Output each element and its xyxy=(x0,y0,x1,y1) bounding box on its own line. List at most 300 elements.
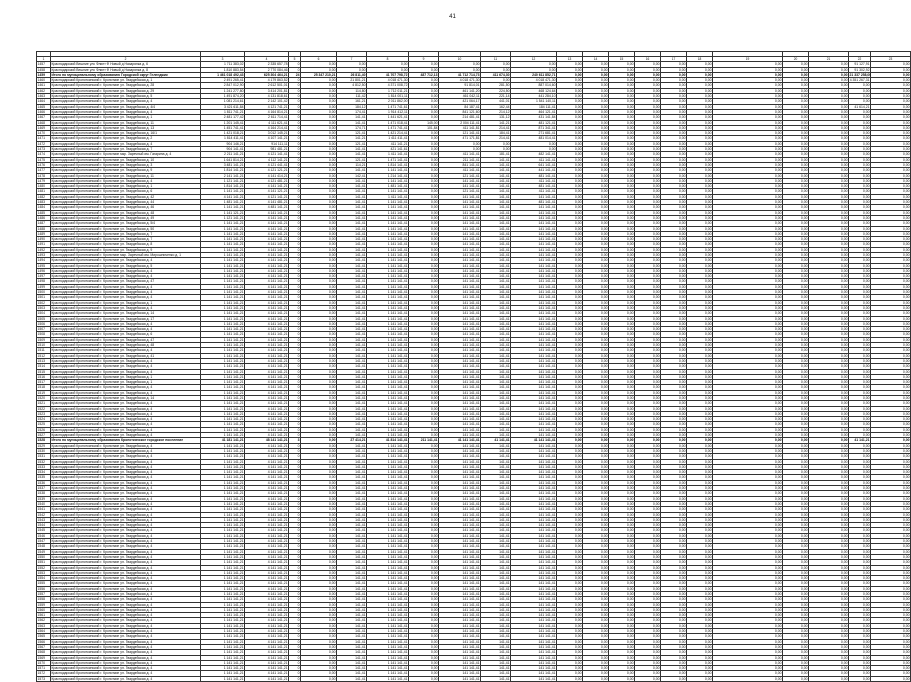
value-cell: 0,00 xyxy=(583,189,609,194)
value-cell: 0,00 xyxy=(635,311,661,316)
column-number-cell: 13 xyxy=(557,57,583,62)
value-cell: 0,00 xyxy=(409,343,439,348)
value-cell: 0,00 xyxy=(809,602,849,607)
value-cell: 0,00 xyxy=(849,565,871,570)
value-cell: 141,41 xyxy=(337,274,367,279)
row-index-cell: 1504 xyxy=(37,311,51,316)
value-cell: 0,00 xyxy=(687,464,713,469)
value-cell: 141,41 xyxy=(481,369,511,374)
value-cell: 0,00 xyxy=(687,417,713,422)
value-cell: 4 141 141,21 xyxy=(245,427,289,432)
value-cell: 1 121 141,21 xyxy=(201,215,245,220)
value-cell: 0,00 xyxy=(849,305,871,310)
value-cell: 1 141 141,41 xyxy=(367,242,409,247)
value-cell: 0,00 xyxy=(661,178,687,183)
value-cell: 0,00 xyxy=(809,147,849,152)
address-cell: Краснодарский Кропоткинский г. Кропоткин ул. Гвардейская д. 4 xyxy=(51,464,201,469)
value-cell: 0,00 xyxy=(635,644,661,649)
row-index-cell: 1567 xyxy=(37,644,51,649)
row-index-cell: 1534 xyxy=(37,470,51,475)
value-cell: 0,00 xyxy=(871,221,911,226)
value-cell: 0,00 xyxy=(301,448,337,453)
value-cell: 27 414,21 xyxy=(337,438,367,443)
value-cell: 0,00 xyxy=(609,390,635,395)
value-cell: 0,00 xyxy=(635,676,661,681)
value-cell: 0,00 xyxy=(687,88,713,93)
value-cell: 0,00 xyxy=(809,433,849,438)
value-cell: 141,41 xyxy=(337,332,367,337)
value-cell: 0,00 xyxy=(557,374,583,379)
value-cell: 1 451 741,41 xyxy=(201,125,245,130)
value-cell: 421 064,17 xyxy=(439,99,481,104)
address-cell: Краснодарский Кропоткинский г. Кропоткин ул. Гвардейская д. 4 xyxy=(51,576,201,581)
value-cell: 0,00 xyxy=(783,279,809,284)
value-cell: 0,00 xyxy=(583,358,609,363)
value-cell: 141 141,41 xyxy=(439,353,481,358)
value-cell: 1 141 141,21 xyxy=(201,417,245,422)
value-cell: 0,00 xyxy=(713,380,783,385)
value-cell: 0,00 xyxy=(557,613,583,618)
value-cell: 0,00 xyxy=(557,194,583,199)
value-cell: 1 141 141,21 xyxy=(201,268,245,273)
value-cell: 0,00 xyxy=(635,131,661,136)
value-cell: 0,00 xyxy=(713,528,783,533)
value-cell: 0,00 xyxy=(557,268,583,273)
value-cell: 4 141 141,21 xyxy=(245,591,289,596)
value-cell: 0,00 xyxy=(849,533,871,538)
row-index-cell: 1546 xyxy=(37,533,51,538)
value-cell: 0,00 xyxy=(609,644,635,649)
value-cell: 0,00 xyxy=(849,343,871,348)
row-index-cell: 1565 xyxy=(37,634,51,639)
value-cell: 4 121 121,21 xyxy=(245,168,289,173)
value-cell: 0,00 xyxy=(871,258,911,263)
address-cell: Краснодарский Кропоткинский г. Кропоткин ул. Гвардейская д. 9 xyxy=(51,247,201,252)
value-cell: 0,00 xyxy=(661,459,687,464)
value-cell: 0 xyxy=(289,364,301,369)
value-cell: 141 141,41 xyxy=(439,237,481,242)
value-cell: 141 141,41 xyxy=(439,629,481,634)
value-cell: 0,00 xyxy=(635,576,661,581)
value-cell: 141 141,41 xyxy=(439,178,481,183)
value-cell: 141,41 xyxy=(481,448,511,453)
value-cell: 0,00 xyxy=(871,491,911,496)
address-cell: Краснодарский Кропоткинский г. Кропоткин ул. Гвардейская д. 4 xyxy=(51,295,201,300)
value-cell: 0,00 xyxy=(661,215,687,220)
value-cell: 0 xyxy=(289,136,301,141)
row-index-cell: 1520 xyxy=(37,396,51,401)
value-cell: 141 141,41 xyxy=(511,512,557,517)
value-cell: 141 141,41 xyxy=(511,268,557,273)
value-cell: 0,00 xyxy=(871,396,911,401)
column-number-cell: 3 xyxy=(201,57,245,62)
value-cell: 0,00 xyxy=(713,576,783,581)
value-cell: 0,00 xyxy=(849,210,871,215)
value-cell: 141,41 xyxy=(337,417,367,422)
value-cell: 1 141 141,41 xyxy=(367,268,409,273)
value-cell: 141 141,41 xyxy=(511,337,557,342)
value-cell: 0,00 xyxy=(661,411,687,416)
value-cell: 0,00 xyxy=(687,274,713,279)
value-cell: 0,00 xyxy=(809,369,849,374)
value-cell: 0,00 xyxy=(609,427,635,432)
value-cell: 141,41 xyxy=(337,337,367,342)
value-cell: 0,00 xyxy=(557,517,583,522)
value-cell: 0,00 xyxy=(557,480,583,485)
value-cell: 0,00 xyxy=(583,507,609,512)
value-cell: 0,00 xyxy=(557,554,583,559)
value-cell: 0,00 xyxy=(635,464,661,469)
value-cell: 471 171,81 xyxy=(439,136,481,141)
value-cell: 0,00 xyxy=(809,650,849,655)
address-cell: Краснодарский Кропоткинский г. Кропоткин ул. Гвардейская д. 48 xyxy=(51,343,201,348)
value-cell: 0,00 xyxy=(661,613,687,618)
value-cell: 1 121 141,21 xyxy=(201,178,245,183)
value-cell: 141,41 xyxy=(337,258,367,263)
value-cell: 0,00 xyxy=(409,115,439,120)
value-cell: 1 141 141,41 xyxy=(367,602,409,607)
value-cell: 0,00 xyxy=(809,597,849,602)
value-cell: 0,00 xyxy=(809,396,849,401)
value-cell: 141,41 xyxy=(337,353,367,358)
value-cell: 0,00 xyxy=(301,321,337,326)
row-index-cell: 1492 xyxy=(37,247,51,252)
value-cell: 0,00 xyxy=(409,544,439,549)
value-cell: 0,00 xyxy=(557,655,583,660)
value-cell: 3 xyxy=(289,438,301,443)
value-cell: 0,00 xyxy=(301,459,337,464)
value-cell: 141,41 xyxy=(481,268,511,273)
value-cell: 0,00 xyxy=(871,284,911,289)
column-number-cell: 22 xyxy=(849,57,871,62)
value-cell: 1 141 141,21 xyxy=(201,205,245,210)
value-cell: 141 141,41 xyxy=(439,623,481,628)
value-cell: 0,00 xyxy=(583,88,609,93)
value-cell: 4 141 141,21 xyxy=(245,252,289,257)
value-cell: 0,00 xyxy=(849,470,871,475)
value-cell: 141,41 xyxy=(481,200,511,205)
value-cell: 0 xyxy=(289,523,301,528)
value-cell: 0,00 xyxy=(661,221,687,226)
value-cell: 0,00 xyxy=(809,327,849,332)
row-index-cell: 1485 xyxy=(37,210,51,215)
value-cell: 0,00 xyxy=(583,438,609,443)
value-cell: 0,00 xyxy=(809,586,849,591)
value-cell: 0,00 xyxy=(409,597,439,602)
value-cell: 0 xyxy=(289,539,301,544)
row-index-cell: 1539 xyxy=(37,496,51,501)
value-cell: 0,00 xyxy=(661,480,687,485)
value-cell: 0,00 xyxy=(661,99,687,104)
value-cell: 0,00 xyxy=(713,189,783,194)
row-index-cell: 1530 xyxy=(37,448,51,453)
value-cell: 141 141,41 xyxy=(511,597,557,602)
value-cell: 0,00 xyxy=(635,210,661,215)
address-cell: Краснодарский Кропоткинский г. Кропоткин ул. Гвардейская д. 44 xyxy=(51,200,201,205)
value-cell: 141,41 xyxy=(481,184,511,189)
value-cell: 0,00 xyxy=(635,618,661,623)
value-cell: 0 xyxy=(289,581,301,586)
column-number-cell: 20 xyxy=(783,57,809,62)
value-cell: 0,00 xyxy=(871,242,911,247)
value-cell: 481 121,41 xyxy=(511,120,557,125)
value-cell: 0,00 xyxy=(635,655,661,660)
value-cell: 1 141 141,41 xyxy=(367,210,409,215)
value-cell: 0,00 xyxy=(409,99,439,104)
value-cell: 141,41 xyxy=(481,586,511,591)
value-cell: 0,00 xyxy=(871,274,911,279)
value-cell: 0,00 xyxy=(301,676,337,681)
value-cell: 0,00 xyxy=(635,491,661,496)
value-cell: 0 xyxy=(289,226,301,231)
value-cell: 0,00 xyxy=(409,586,439,591)
value-cell: 0,00 xyxy=(557,644,583,649)
value-cell: 0,00 xyxy=(783,210,809,215)
value-cell: 25 347 210,21 xyxy=(301,72,337,77)
value-cell: 1 141 141,21 xyxy=(201,311,245,316)
value-cell: 0,00 xyxy=(871,178,911,183)
value-cell: 141,41 xyxy=(337,327,367,332)
value-cell: 0,00 xyxy=(871,470,911,475)
value-cell: 1 141 141,41 xyxy=(367,565,409,570)
value-cell: 0,00 xyxy=(687,666,713,671)
row-index-cell: 1488 xyxy=(37,226,51,231)
value-cell: 0,00 xyxy=(557,189,583,194)
value-cell: 0,00 xyxy=(713,464,783,469)
value-cell: 0,00 xyxy=(713,94,783,99)
value-cell: 4 121 141,41 xyxy=(245,152,289,157)
value-cell: 0,00 xyxy=(661,660,687,665)
value-cell: 4 179 863,52 xyxy=(245,78,289,83)
address-cell: Краснодарский Кропоткинский г. Кропоткин ул. Гвардейская д. 4 xyxy=(51,523,201,528)
value-cell: 0,00 xyxy=(557,634,583,639)
value-cell: 0,00 xyxy=(849,94,871,99)
value-cell: 0,00 xyxy=(809,109,849,114)
value-cell: 1 081 214,61 xyxy=(201,99,245,104)
value-cell: 141 141,41 xyxy=(439,290,481,295)
value-cell: 0,00 xyxy=(871,591,911,596)
value-cell: 221,14 xyxy=(481,94,511,99)
value-cell: 141,41 xyxy=(337,660,367,665)
value-cell: 141,41 xyxy=(481,634,511,639)
value-cell: 0 xyxy=(289,629,301,634)
value-cell: 904 146,21 xyxy=(201,141,245,146)
value-cell: 0,00 xyxy=(583,560,609,565)
value-cell: 0,00 xyxy=(409,459,439,464)
value-cell: 0,00 xyxy=(809,486,849,491)
row-index-cell: 1545 xyxy=(37,528,51,533)
column-number-cell: 21 xyxy=(809,57,849,62)
value-cell: 0,00 xyxy=(301,427,337,432)
value-cell: 0,00 xyxy=(713,104,783,109)
value-cell: 0,00 xyxy=(871,438,911,443)
value-cell: 0,00 xyxy=(713,210,783,215)
value-cell: 4 141 141,21 xyxy=(245,554,289,559)
value-cell: 141,41 xyxy=(481,422,511,427)
column-number-cell: 12 xyxy=(511,57,557,62)
value-cell: 141,41 xyxy=(481,475,511,480)
value-cell: 0,00 xyxy=(609,237,635,242)
row-index-cell: 1517 xyxy=(37,380,51,385)
value-cell: 0 xyxy=(289,247,301,252)
value-cell: 0,00 xyxy=(783,586,809,591)
value-cell: 0,00 xyxy=(809,226,849,231)
value-cell: 0,00 xyxy=(409,496,439,501)
value-cell: 141,41 xyxy=(481,666,511,671)
value-cell: 0,00 xyxy=(871,168,911,173)
value-cell: 1 141 141,41 xyxy=(367,337,409,342)
value-cell: 0,00 xyxy=(583,295,609,300)
value-cell: 0,00 xyxy=(849,454,871,459)
value-cell: 0,00 xyxy=(849,671,871,676)
value-cell: 4 141 141,21 xyxy=(245,676,289,681)
value-cell: 0 xyxy=(289,321,301,326)
value-cell: 0 xyxy=(289,411,301,416)
value-cell: 0,00 xyxy=(583,528,609,533)
value-cell: 1 141 141,41 xyxy=(367,597,409,602)
value-cell: 1 141 141,21 xyxy=(201,549,245,554)
value-cell: 0,00 xyxy=(849,332,871,337)
value-cell: 1 141 141,41 xyxy=(367,581,409,586)
value-cell: 0,00 xyxy=(783,570,809,575)
value-cell: 141,41 xyxy=(337,666,367,671)
value-cell: 0,00 xyxy=(783,464,809,469)
value-cell: 4 371 008,72 xyxy=(367,83,409,88)
value-cell: 4 141 141,21 xyxy=(245,634,289,639)
value-cell: 0,00 xyxy=(301,226,337,231)
value-cell: 0,00 xyxy=(809,210,849,215)
address-cell: Краснодарский Кропоткинский г. Кропоткин ул. Гвардейская д. 4 xyxy=(51,586,201,591)
value-cell: 141,41 xyxy=(337,200,367,205)
value-cell: 0,00 xyxy=(409,374,439,379)
value-cell: 141,41 xyxy=(481,364,511,369)
value-cell: 0 xyxy=(289,623,301,628)
column-number-cell: 11 xyxy=(481,57,511,62)
value-cell: 1 141 141,41 xyxy=(367,422,409,427)
value-cell: 1 471 141,41 xyxy=(367,157,409,162)
value-cell: 0,00 xyxy=(871,639,911,644)
value-cell: 141 141,41 xyxy=(511,343,557,348)
value-cell: 0,00 xyxy=(635,72,661,77)
value-cell: 0,00 xyxy=(871,231,911,236)
value-cell: 1 141 141,41 xyxy=(367,539,409,544)
value-cell: 141,41 xyxy=(481,486,511,491)
value-cell: 161,21 xyxy=(337,99,367,104)
value-cell: 0,00 xyxy=(557,639,583,644)
register-table xyxy=(36,51,910,682)
row-index-cell: 1541 xyxy=(37,507,51,512)
value-cell: 0,00 xyxy=(783,67,809,72)
value-cell: 0,00 xyxy=(409,454,439,459)
value-cell: 0,00 xyxy=(609,173,635,178)
address-cell: Краснодарский Кропоткинский г. Кропоткин ул. Гвардейская д. 5 xyxy=(51,263,201,268)
value-cell: 0,00 xyxy=(849,380,871,385)
value-cell: 0,00 xyxy=(713,613,783,618)
value-cell: 0,00 xyxy=(557,226,583,231)
address-cell: Краснодарский Кропоткинский г. Кропоткин ул. Гвардейская д. 7 xyxy=(51,147,201,152)
value-cell: 1 141 141,41 xyxy=(367,618,409,623)
value-cell: 1 141 141,21 xyxy=(201,602,245,607)
value-cell: 0,00 xyxy=(583,570,609,575)
value-cell: 411 141,41 xyxy=(439,152,481,157)
value-cell: 0,00 xyxy=(661,252,687,257)
value-cell: 0,00 xyxy=(635,364,661,369)
value-cell: 41 712 714,73 xyxy=(439,72,481,77)
value-cell: 0,00 xyxy=(687,99,713,104)
value-cell: 0,00 xyxy=(849,311,871,316)
value-cell: 0,00 xyxy=(661,554,687,559)
value-cell: 1 811 741,21 xyxy=(201,109,245,114)
value-cell: 0,00 xyxy=(687,125,713,130)
value-cell: 1 411 141,41 xyxy=(367,194,409,199)
value-cell: 0,00 xyxy=(809,671,849,676)
value-cell: 0,00 xyxy=(713,369,783,374)
value-cell: 0,00 xyxy=(809,491,849,496)
value-cell: 0,00 xyxy=(301,560,337,565)
value-cell: 0,00 xyxy=(635,215,661,220)
value-cell: 0,00 xyxy=(661,104,687,109)
value-cell: 0,00 xyxy=(583,549,609,554)
value-cell: 0,00 xyxy=(409,184,439,189)
value-cell: 0,00 xyxy=(783,507,809,512)
value-cell: 0,00 xyxy=(809,565,849,570)
value-cell: 0,00 xyxy=(661,162,687,167)
value-cell: 0,00 xyxy=(409,358,439,363)
value-cell: 0,00 xyxy=(713,258,783,263)
value-cell: 141 141,41 xyxy=(511,252,557,257)
value-cell: 141,41 xyxy=(337,671,367,676)
value-cell: 4 111 621,41 xyxy=(245,120,289,125)
value-cell: 0,00 xyxy=(687,200,713,205)
value-cell: 141,41 xyxy=(481,337,511,342)
value-cell: 4 141 141,21 xyxy=(245,380,289,385)
row-index-cell: 1532 xyxy=(37,459,51,464)
address-cell: Краснодарский Кропоткинский г. Кропоткин ул. Гвардейская д. 4 xyxy=(51,639,201,644)
row-index-cell: 1572 xyxy=(37,671,51,676)
value-cell: 0,00 xyxy=(301,205,337,210)
value-cell: 4 141 141,21 xyxy=(245,215,289,220)
value-cell: 0,00 xyxy=(687,295,713,300)
value-cell: 0 xyxy=(289,459,301,464)
value-cell: 0,00 xyxy=(409,152,439,157)
value-cell: 141 141,41 xyxy=(439,380,481,385)
value-cell: 0,00 xyxy=(687,634,713,639)
row-index-cell: 1558 xyxy=(37,597,51,602)
value-cell: 0,00 xyxy=(849,200,871,205)
value-cell: 141 141,41 xyxy=(439,221,481,226)
value-cell: 0,00 xyxy=(871,78,911,83)
value-cell: 0,00 xyxy=(609,88,635,93)
value-cell: 0,00 xyxy=(609,189,635,194)
value-cell: 0,00 xyxy=(713,152,783,157)
value-cell: 0,00 xyxy=(687,512,713,517)
value-cell: 0,00 xyxy=(511,141,557,146)
value-cell: 141 141,41 xyxy=(439,396,481,401)
value-cell: 0,00 xyxy=(713,607,783,612)
value-cell: 0,00 xyxy=(609,226,635,231)
value-cell: 0,00 xyxy=(609,194,635,199)
value-cell: 141 141,41 xyxy=(439,194,481,199)
value-cell: 0,00 xyxy=(301,162,337,167)
value-cell: 0,00 xyxy=(409,448,439,453)
value-cell: 0,00 xyxy=(809,533,849,538)
value-cell: 0,00 xyxy=(849,173,871,178)
value-cell: 1 141 141,21 xyxy=(201,433,245,438)
value-cell: 0,00 xyxy=(661,655,687,660)
value-cell: 141 141,41 xyxy=(511,480,557,485)
value-cell: 1 141 141,41 xyxy=(367,533,409,538)
value-cell: 1 141 141,21 xyxy=(201,284,245,289)
